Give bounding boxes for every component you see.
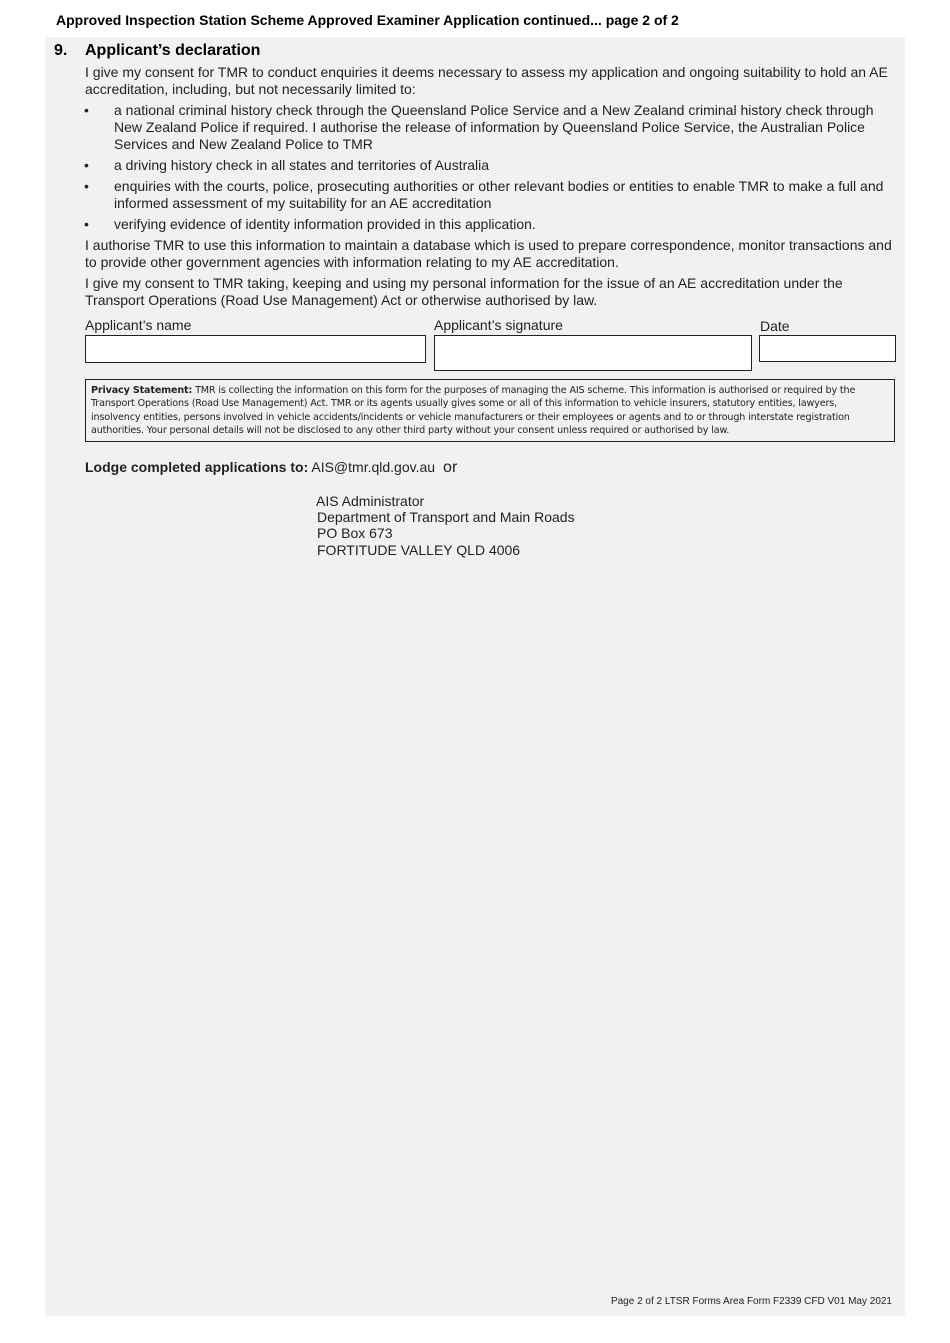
bullet-criminal-history: a national criminal history check through the Queensland Police Service and a New Zealand criminal history check through New Zealand Police if required. I authorise the release of information by Queensland Police Service, the Australian Police Services and New Zealand Police to TMR: [114, 102, 874, 152]
applicant-signature-field[interactable]: [434, 335, 752, 371]
privacy-heading: Privacy Statement:: [91, 385, 193, 396]
applicant-signature-label: Applicant’s signature: [434, 317, 563, 333]
lodge-line: [85, 459, 457, 477]
lodge-label: Lodge completed applications to:: [85, 459, 309, 475]
bullet-enquiries: enquiries with the courts, police, prosecuting authorities or other relevant bodies or entities to enable TMR to make a full and informed assessment of my suitability for an AE accreditation: [114, 178, 884, 211]
authorise-paragraph: I authorise TMR to use this information to maintain a database which is used to prepare correspondence, monitor transactions and to provide other government agencies with information relating to my AE accreditation.: [85, 237, 892, 270]
bullet-identity: verifying evidence of identity information provided in this application.: [114, 216, 536, 232]
date-field[interactable]: [759, 335, 896, 362]
privacy-text: TMR is collecting the information on this form for the purposes of managing the AIS scheme. This information is authorised or required by the Transport Operations (Road Use Management) Act. TMR or its agents usually gives some or all of this information to vehicle insurers, statutory entities, lawyers, insolvency entities, persons involved in vehicle accidents/incidents or vehicle manufacturers or their employees or agents and to or through interstate registration authorities. Your personal details will not be disclosed to any other third party without your consent unless required or authorised by law.: [91, 385, 856, 437]
postal-address: [316, 493, 575, 558]
section-title: Applicant’s declaration: [85, 42, 261, 59]
applicant-name-label: Applicant’s name: [85, 317, 192, 333]
bullet-marker: •: [84, 157, 89, 173]
date-label: Date: [760, 318, 790, 334]
address-line: Department of Transport and Main Roads: [317, 509, 575, 526]
page-header-title: Approved Inspection Station Scheme Approved Examiner Application continued... page 2 of 2: [56, 12, 679, 28]
bullet-marker: •: [84, 216, 89, 232]
address-line: FORTITUDE VALLEY QLD 4006: [317, 541, 521, 558]
lodge-or: or: [443, 459, 458, 476]
page-footer: Page 2 of 2 LTSR Forms Area Form F2339 CFD V01 May 2021: [610, 1296, 892, 1307]
address-line: AIS Administrator: [316, 493, 425, 509]
lodge-email: AIS@tmr.qld.gov.au: [311, 459, 436, 475]
consent-paragraph: I give my consent to TMR taking, keeping and using my personal information for the issue of an AE accreditation under the Transport Operations (Road Use Management) Act or otherwise authorised by law.: [85, 275, 843, 308]
privacy-statement: [85, 379, 895, 442]
declaration-intro: I give my consent for TMR to conduct enquiries it deems necessary to assess my application and ongoing suitability to hold an AE accreditation, including, but not necessarily limited to:: [85, 64, 888, 97]
bullet-marker: •: [84, 102, 89, 118]
bullet-driving-history: a driving history check in all states and territories of Australia: [114, 157, 490, 173]
address-line: PO Box 673: [317, 525, 393, 542]
bullet-marker: •: [84, 178, 89, 194]
applicant-name-field[interactable]: [85, 335, 426, 363]
section-number: 9.: [54, 42, 68, 59]
